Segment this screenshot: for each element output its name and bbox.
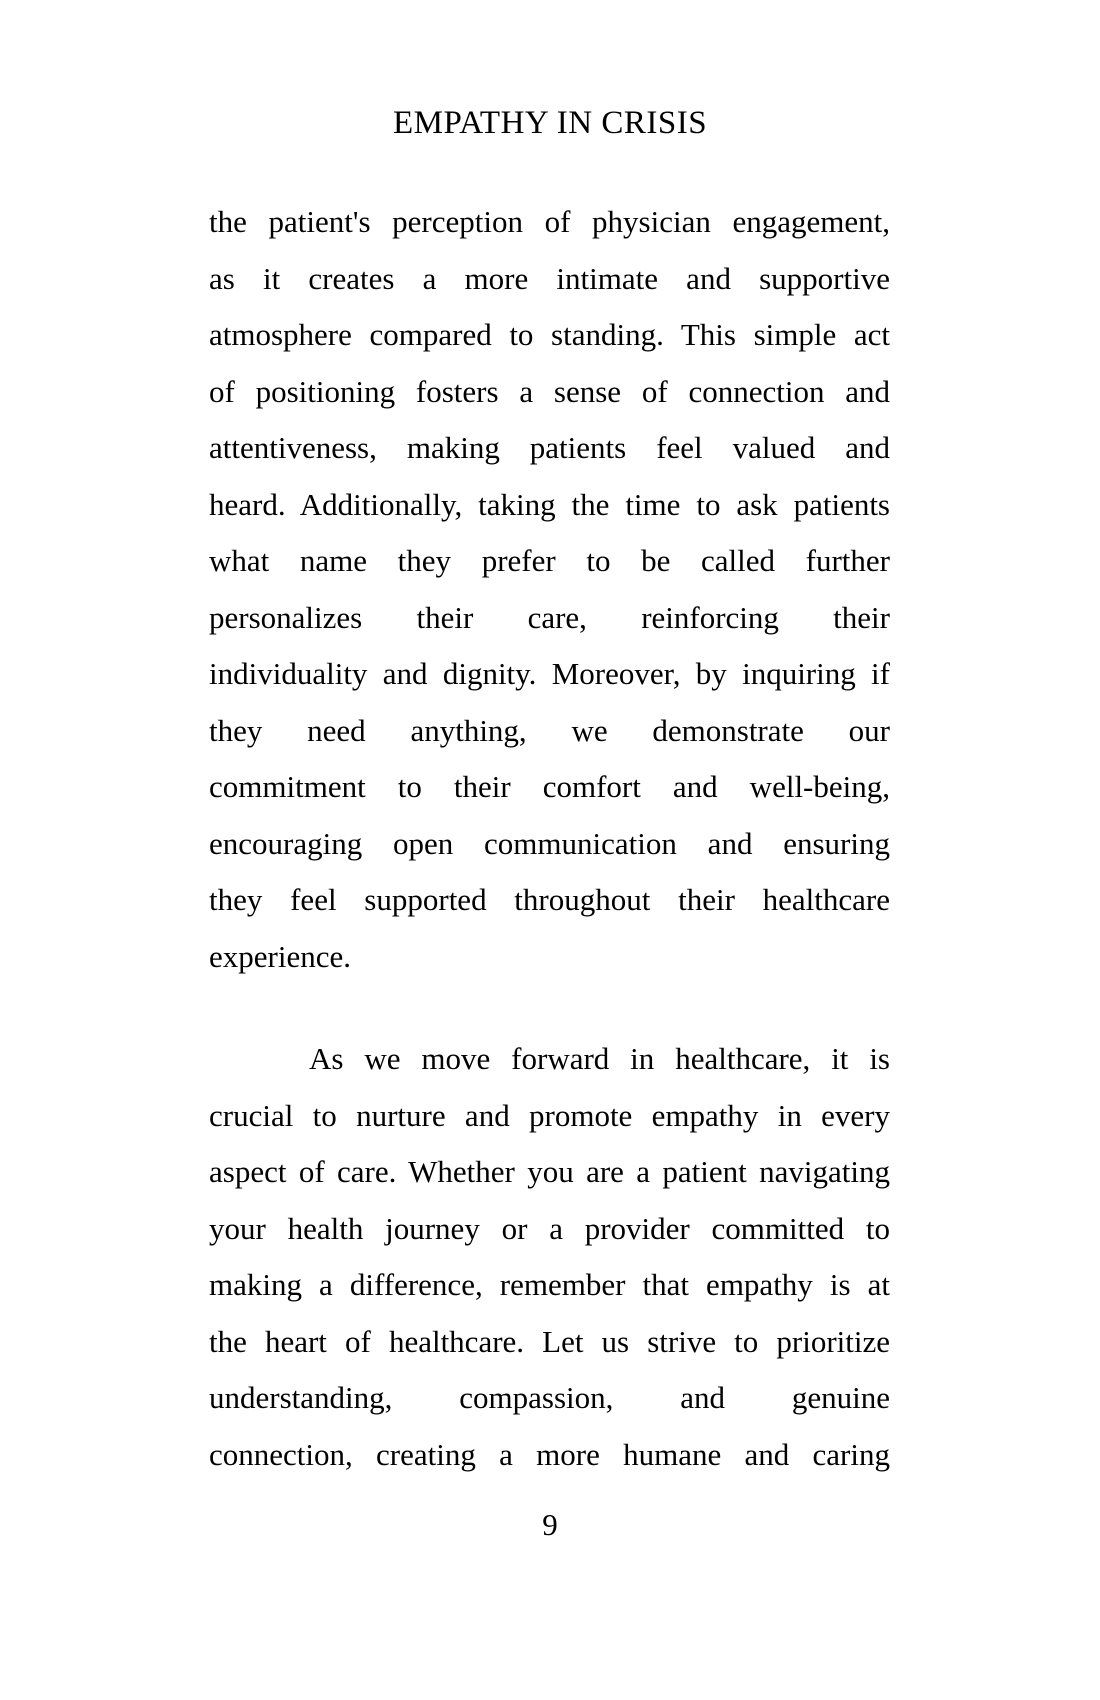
text-line: As we move forward in healthcare, it is <box>309 1041 890 1076</box>
text-line: encouraging open communication and ensuring <box>209 825 890 861</box>
text-line: connection, creating a more humane and caring <box>209 1436 890 1472</box>
text-line: aspect of care. Whether you are a patient navigating <box>209 1154 890 1189</box>
text-line: of positioning fosters a sense of connection and <box>209 373 890 409</box>
text-line: attentiveness, making patients feel valued and <box>209 430 890 465</box>
text-line: commitment to their comfort and well-being, <box>209 769 890 804</box>
text-line: crucial to nurture and promote empathy in every <box>209 1097 890 1133</box>
text-line: heard. Additionally, taking the time to ask patients <box>209 486 890 522</box>
text-line: personalizes their care, reinforcing their <box>209 599 890 635</box>
text-line: experience. <box>209 938 351 974</box>
text-line: they need anything, we demonstrate our <box>209 712 890 748</box>
page-title: EMPATHY IN CRISIS <box>392 105 708 141</box>
page-body <box>209 194 890 1483</box>
paragraph <box>209 194 890 985</box>
text-line: what name they prefer to be called further <box>209 543 890 578</box>
text-line: atmosphere compared to standing. This simple act <box>209 317 890 352</box>
text-line: individuality and dignity. Moreover, by inquiring if <box>209 656 890 691</box>
text-line: your health journey or a provider committed to <box>209 1210 890 1246</box>
text-line: the patient's perception of physician engagement, <box>209 204 890 239</box>
text-line: understanding, compassion, and genuine <box>209 1380 890 1415</box>
text-line: the heart of healthcare. Let us strive to prioritize <box>209 1323 890 1359</box>
text-line: as it creates a more intimate and supportive <box>209 260 890 296</box>
text-line: they feel supported throughout their healthcare <box>209 882 890 917</box>
page-number: 9 <box>542 1507 558 1542</box>
text-line: making a difference, remember that empathy is at <box>209 1267 890 1302</box>
paragraph <box>209 1031 890 1483</box>
